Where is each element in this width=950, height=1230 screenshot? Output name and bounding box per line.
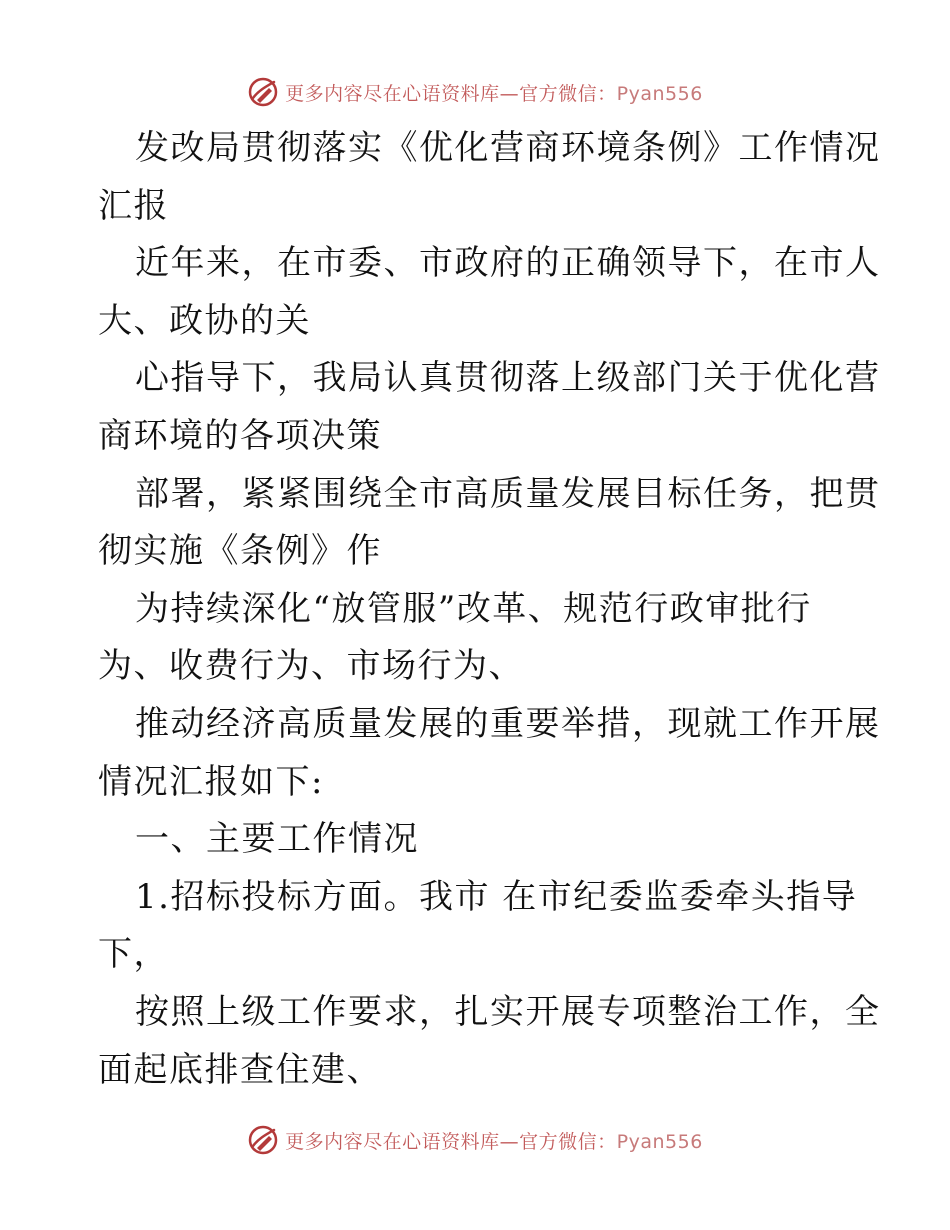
document-line: 为、收费行为、市场行为、 (98, 646, 524, 687)
document-line: 推动经济高质量发展的重要举措，现就工作开展 (135, 703, 881, 744)
red-pen-logo-icon (247, 1124, 279, 1156)
document-line: 面起底排查住建、 (98, 1049, 382, 1090)
document-body (98, 120, 881, 1099)
document-line: 下， (98, 934, 169, 975)
footer-watermark (0, 1120, 950, 1160)
document-line: 汇报 (98, 185, 169, 226)
document-line: 发改局贯彻落实《优化营商环境条例》工作情况 (135, 128, 881, 168)
document-line: 为持续深化“放管服”改革、规范行政审批行 (135, 588, 812, 629)
document-line: 情况汇报如下: (98, 761, 324, 802)
document-line: 一、主要工作情况 (135, 819, 419, 860)
document-line: 彻实施《条例》作 (98, 531, 382, 572)
watermark-text: 更多内容尽在心语资料库—官方微信：Pyan556 (285, 1130, 703, 1153)
document-line: 近年来，在市委、市政府的正确领导下，在市人 (135, 243, 881, 284)
document-line: 1.招标投标方面。我市 在市纪委监委牵头指导 (135, 876, 858, 917)
document-line: 心指导下，我局认真贯彻落上级部门关于优化营 (135, 358, 881, 399)
document-line: 部署，紧紧围绕全市高质量发展目标任务，把贯 (135, 473, 881, 514)
red-pen-logo-icon (247, 76, 279, 108)
document-line: 商环境的各项决策 (98, 415, 382, 456)
watermark-text: 更多内容尽在心语资料库—官方微信：Pyan556 (285, 82, 703, 105)
document-line: 大、政协的关 (98, 300, 311, 341)
document-line: 按照上级工作要求，扎实开展专项整治工作，全 (135, 991, 881, 1032)
header-watermark (0, 72, 950, 112)
